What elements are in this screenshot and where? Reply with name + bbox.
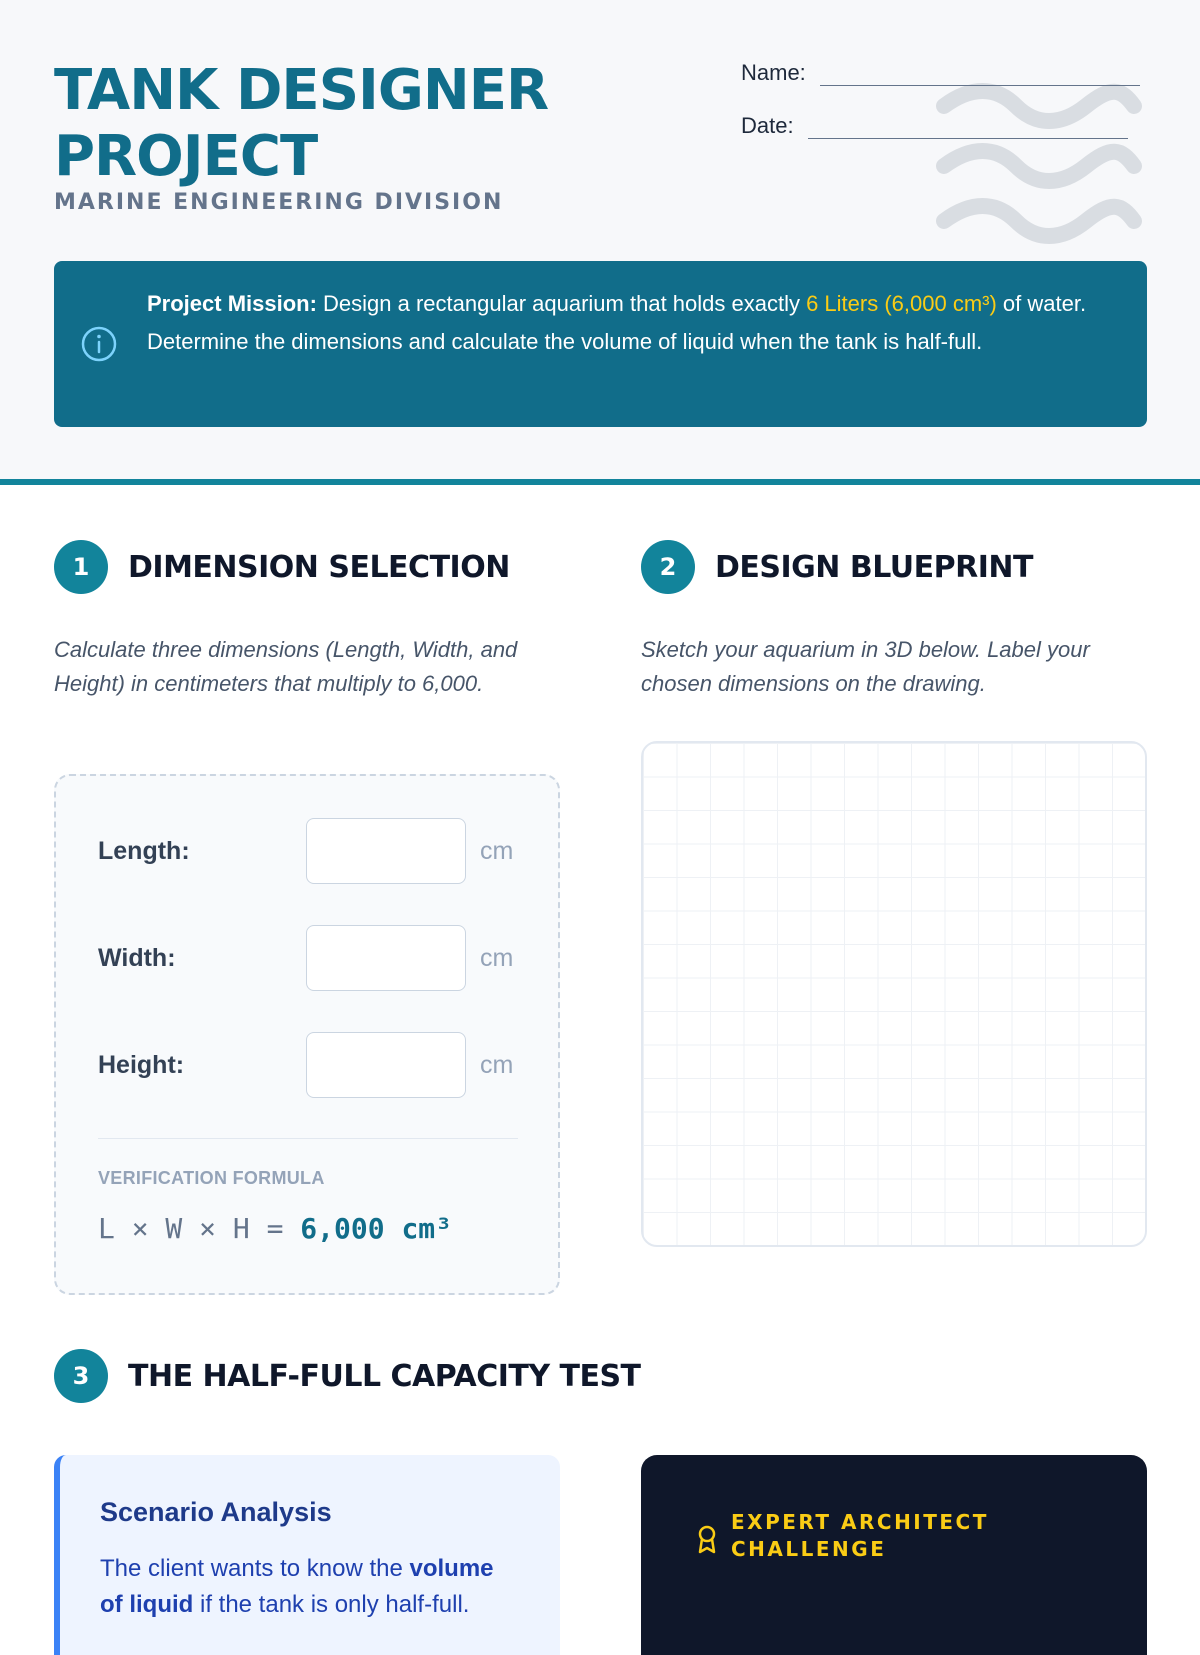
length-row [98,818,518,884]
verification-label: VERIFICATION FORMULA [98,1168,325,1188]
name-label: Name: [741,60,806,85]
length-unit: cm [480,836,514,865]
section-2-number: 2 [641,540,695,594]
length-input[interactable] [306,818,466,884]
width-row [98,925,518,991]
page-subtitle: MARINE ENGINEERING DIVISION [54,190,504,215]
height-input[interactable] [306,1032,466,1098]
scenario-text-after: if the tank is only half-full. [193,1591,470,1618]
section-1-description: Calculate three dimensions (Length, Width, and Height) in centimeters that multiply to 6,000. [54,637,518,696]
verification-formula [98,1212,452,1245]
page-title: TANK DESIGNER PROJECT [54,58,549,189]
length-label: Length: [98,836,190,865]
date-line[interactable] [808,115,1128,139]
challenge-title: EXPERT ARCHITECT CHALLENGE [731,1510,989,1561]
award-icon [696,1524,718,1554]
mission-banner [54,261,1147,427]
width-input[interactable] [306,925,466,991]
height-unit: cm [480,1050,514,1079]
header [0,0,1200,485]
date-label: Date: [741,113,794,138]
section-2-heading [641,540,1033,594]
mission-text-after: of water. Determine the dimensions and calculate the volume of liquid when the tank is half-full. [147,291,1087,354]
width-label: Width: [98,943,176,972]
section-3-number: 3 [54,1349,108,1403]
waves-icon [936,84,1142,244]
section-1-heading [54,540,510,594]
scenario-text-before: The client wants to know the [100,1555,410,1582]
formula-left: L × W × H = [98,1212,301,1245]
scenario-title: Scenario Analysis [100,1497,332,1527]
name-field[interactable] [741,60,1140,86]
info-icon [80,325,118,363]
width-unit: cm [480,943,514,972]
scenario-text [100,1551,520,1623]
formula-result: 6,000 cm³ [300,1212,453,1245]
name-line[interactable] [820,62,1140,86]
mission-text-before: Design a rectangular aquarium that holds exactly [316,291,807,316]
challenge-card [641,1455,1147,1655]
section-1-number: 1 [54,540,108,594]
section-3-heading [54,1349,641,1403]
scenario-bold: volume of liquid [100,1555,494,1618]
mission-text [147,285,1122,361]
mission-lead: Project Mission: [147,291,317,316]
divider [98,1138,518,1139]
mission-highlight: 6 Liters (6,000 cm³) [806,291,997,316]
height-label: Height: [98,1050,185,1079]
section-3-title: THE HALF-FULL CAPACITY TEST [128,1358,641,1394]
height-row [98,1032,518,1098]
section-2-title: DESIGN BLUEPRINT [715,549,1033,585]
blueprint-grid[interactable] [641,741,1147,1247]
scenario-card [54,1455,560,1655]
section-1-title: DIMENSION SELECTION [128,549,510,585]
section-2-description: Sketch your aquarium in 3D below. Label your chosen dimensions on the drawing. [641,637,1090,696]
date-field[interactable] [741,113,1128,139]
dimension-box [54,774,560,1295]
